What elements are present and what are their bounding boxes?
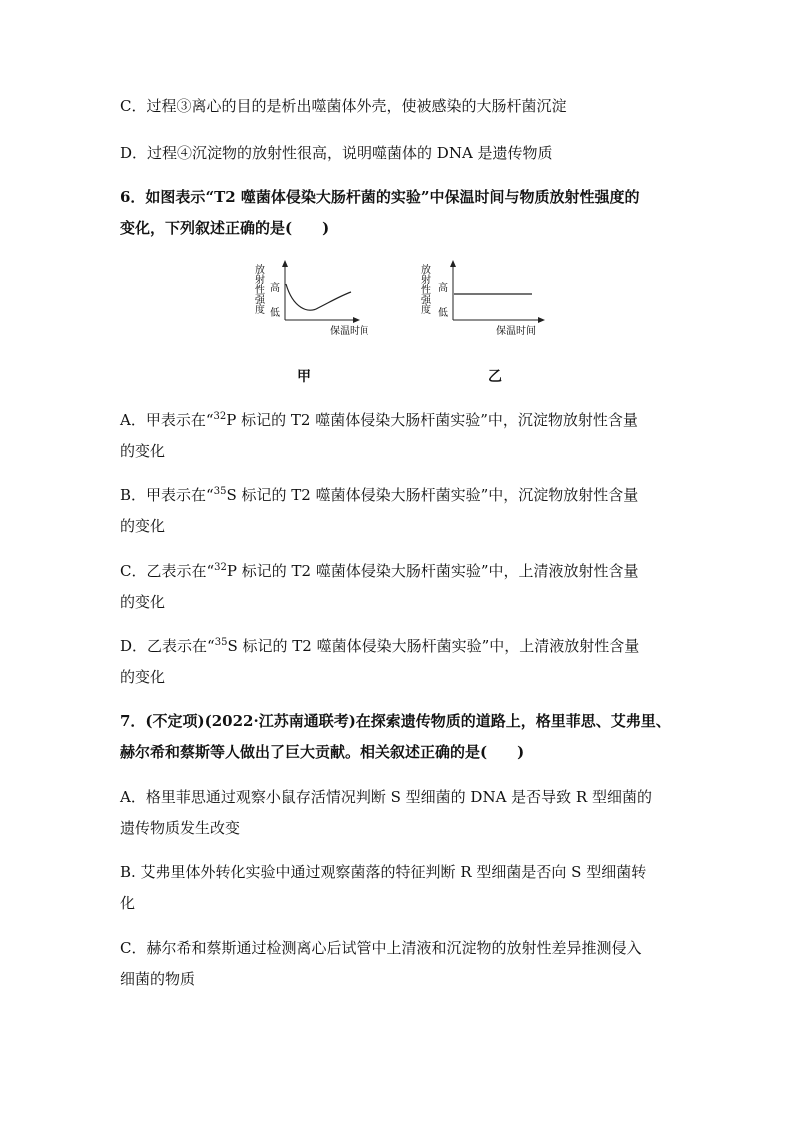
jia-curve [286,284,351,310]
q7-stem-line2: 赫尔希和蔡斯等人做出了巨大贡献。相关叙述正确的是( ) [120,743,525,761]
q6d-sup: 35 [214,637,228,648]
q5-option-c: C．过程③离心的目的是析出噬菌体外壳，使被感染的大肠杆菌沉淀 [120,97,567,115]
q6d-post: S 标记的 T2 噬菌体侵染大肠杆菌实验”中，上清液放射性含量 [227,637,640,655]
q7-option-b-line1: B. 艾弗里体外转化实验中通过观察菌落的特征判断 R 型细菌是否向 S 型细菌转 [120,863,647,881]
q6a-sup: 32 [213,411,227,422]
figure-yi-caption: 乙 [488,369,502,385]
q6-option-c-line2: 的变化 [120,593,166,611]
q5-option-d: D．过程④沉淀物的放射性很高，说明噬菌体的 DNA 是遗传物质 [120,144,553,162]
q6-option-a-line2: 的变化 [120,442,166,460]
q6b-post: S 标记的 T2 噬菌体侵染大肠杆菌实验”中，沉淀物放射性含量 [226,486,639,504]
q6a-pre: A．甲表示在“ [120,411,214,429]
yi-y-axis-label: 放射性强度 [418,264,430,314]
yi-high-label: 高 [438,283,448,294]
q7-option-b-line2: 化 [120,894,136,912]
q7-stem-line1: 7．(不定项)(2022·江苏南通联考)在探索遗传物质的道路上，格里菲思、艾弗里、 [120,712,671,730]
q6-stem-line2: 变化，下列叙述正确的是( ) [120,219,330,237]
figure-yi [416,258,550,342]
jia-high-label: 高 [270,283,280,294]
figure-jia [248,258,368,342]
jia-x-arrow [353,317,360,323]
q6b-sup: 35 [213,486,227,497]
q7-option-a-line1: A．格里菲思通过观察小鼠存活情况判断 S 型细菌的 DNA 是否导致 R 型细菌的 [120,788,652,806]
q6-option-c-line1 [120,561,639,581]
yi-low-label: 低 [438,308,448,319]
q6b-pre: B．甲表示在“ [120,486,214,504]
q7-option-c-line1: C．赫尔希和蔡斯通过检测离心后试管中上清液和沉淀物的放射性差异推测侵入 [120,939,642,957]
q6c-sup: 32 [214,562,227,573]
jia-y-axis-label: 放射性强度 [252,264,264,314]
yi-y-arrow [450,260,456,267]
jia-low-label: 低 [270,308,280,319]
q6c-pre: C．乙表示在“ [120,562,215,580]
q6-option-a-line1 [120,410,638,430]
q6-option-d-line2: 的变化 [120,668,166,686]
q6a-post: P 标记的 T2 噬菌体侵染大肠杆菌实验”中，沉淀物放射性含量 [226,411,638,429]
q6d-pre: D．乙表示在“ [120,637,215,655]
jia-y-arrow [282,260,288,267]
q6-stem-line1: 6．如图表示“T2 噬菌体侵染大肠杆菌的实验”中保温时间与物质放射性强度的 [120,188,640,206]
jia-x-axis-label: 保温时间 [330,326,368,337]
q6-option-d-line1 [120,636,639,656]
q6-option-b-line1 [120,485,638,505]
yi-x-arrow [538,317,545,323]
q6-option-b-line2: 的变化 [120,517,166,535]
figure-jia-graph [248,258,368,338]
yi-x-axis-label: 保温时间 [496,326,536,337]
q7-option-c-line2: 细菌的物质 [120,970,196,988]
q7-option-a-line2: 遗传物质发生改变 [120,819,241,837]
figure-jia-caption: 甲 [297,369,311,385]
q6c-post: P 标记的 T2 噬菌体侵染大肠杆菌实验”中，上清液放射性含量 [226,562,639,580]
figure-yi-graph [416,258,550,338]
